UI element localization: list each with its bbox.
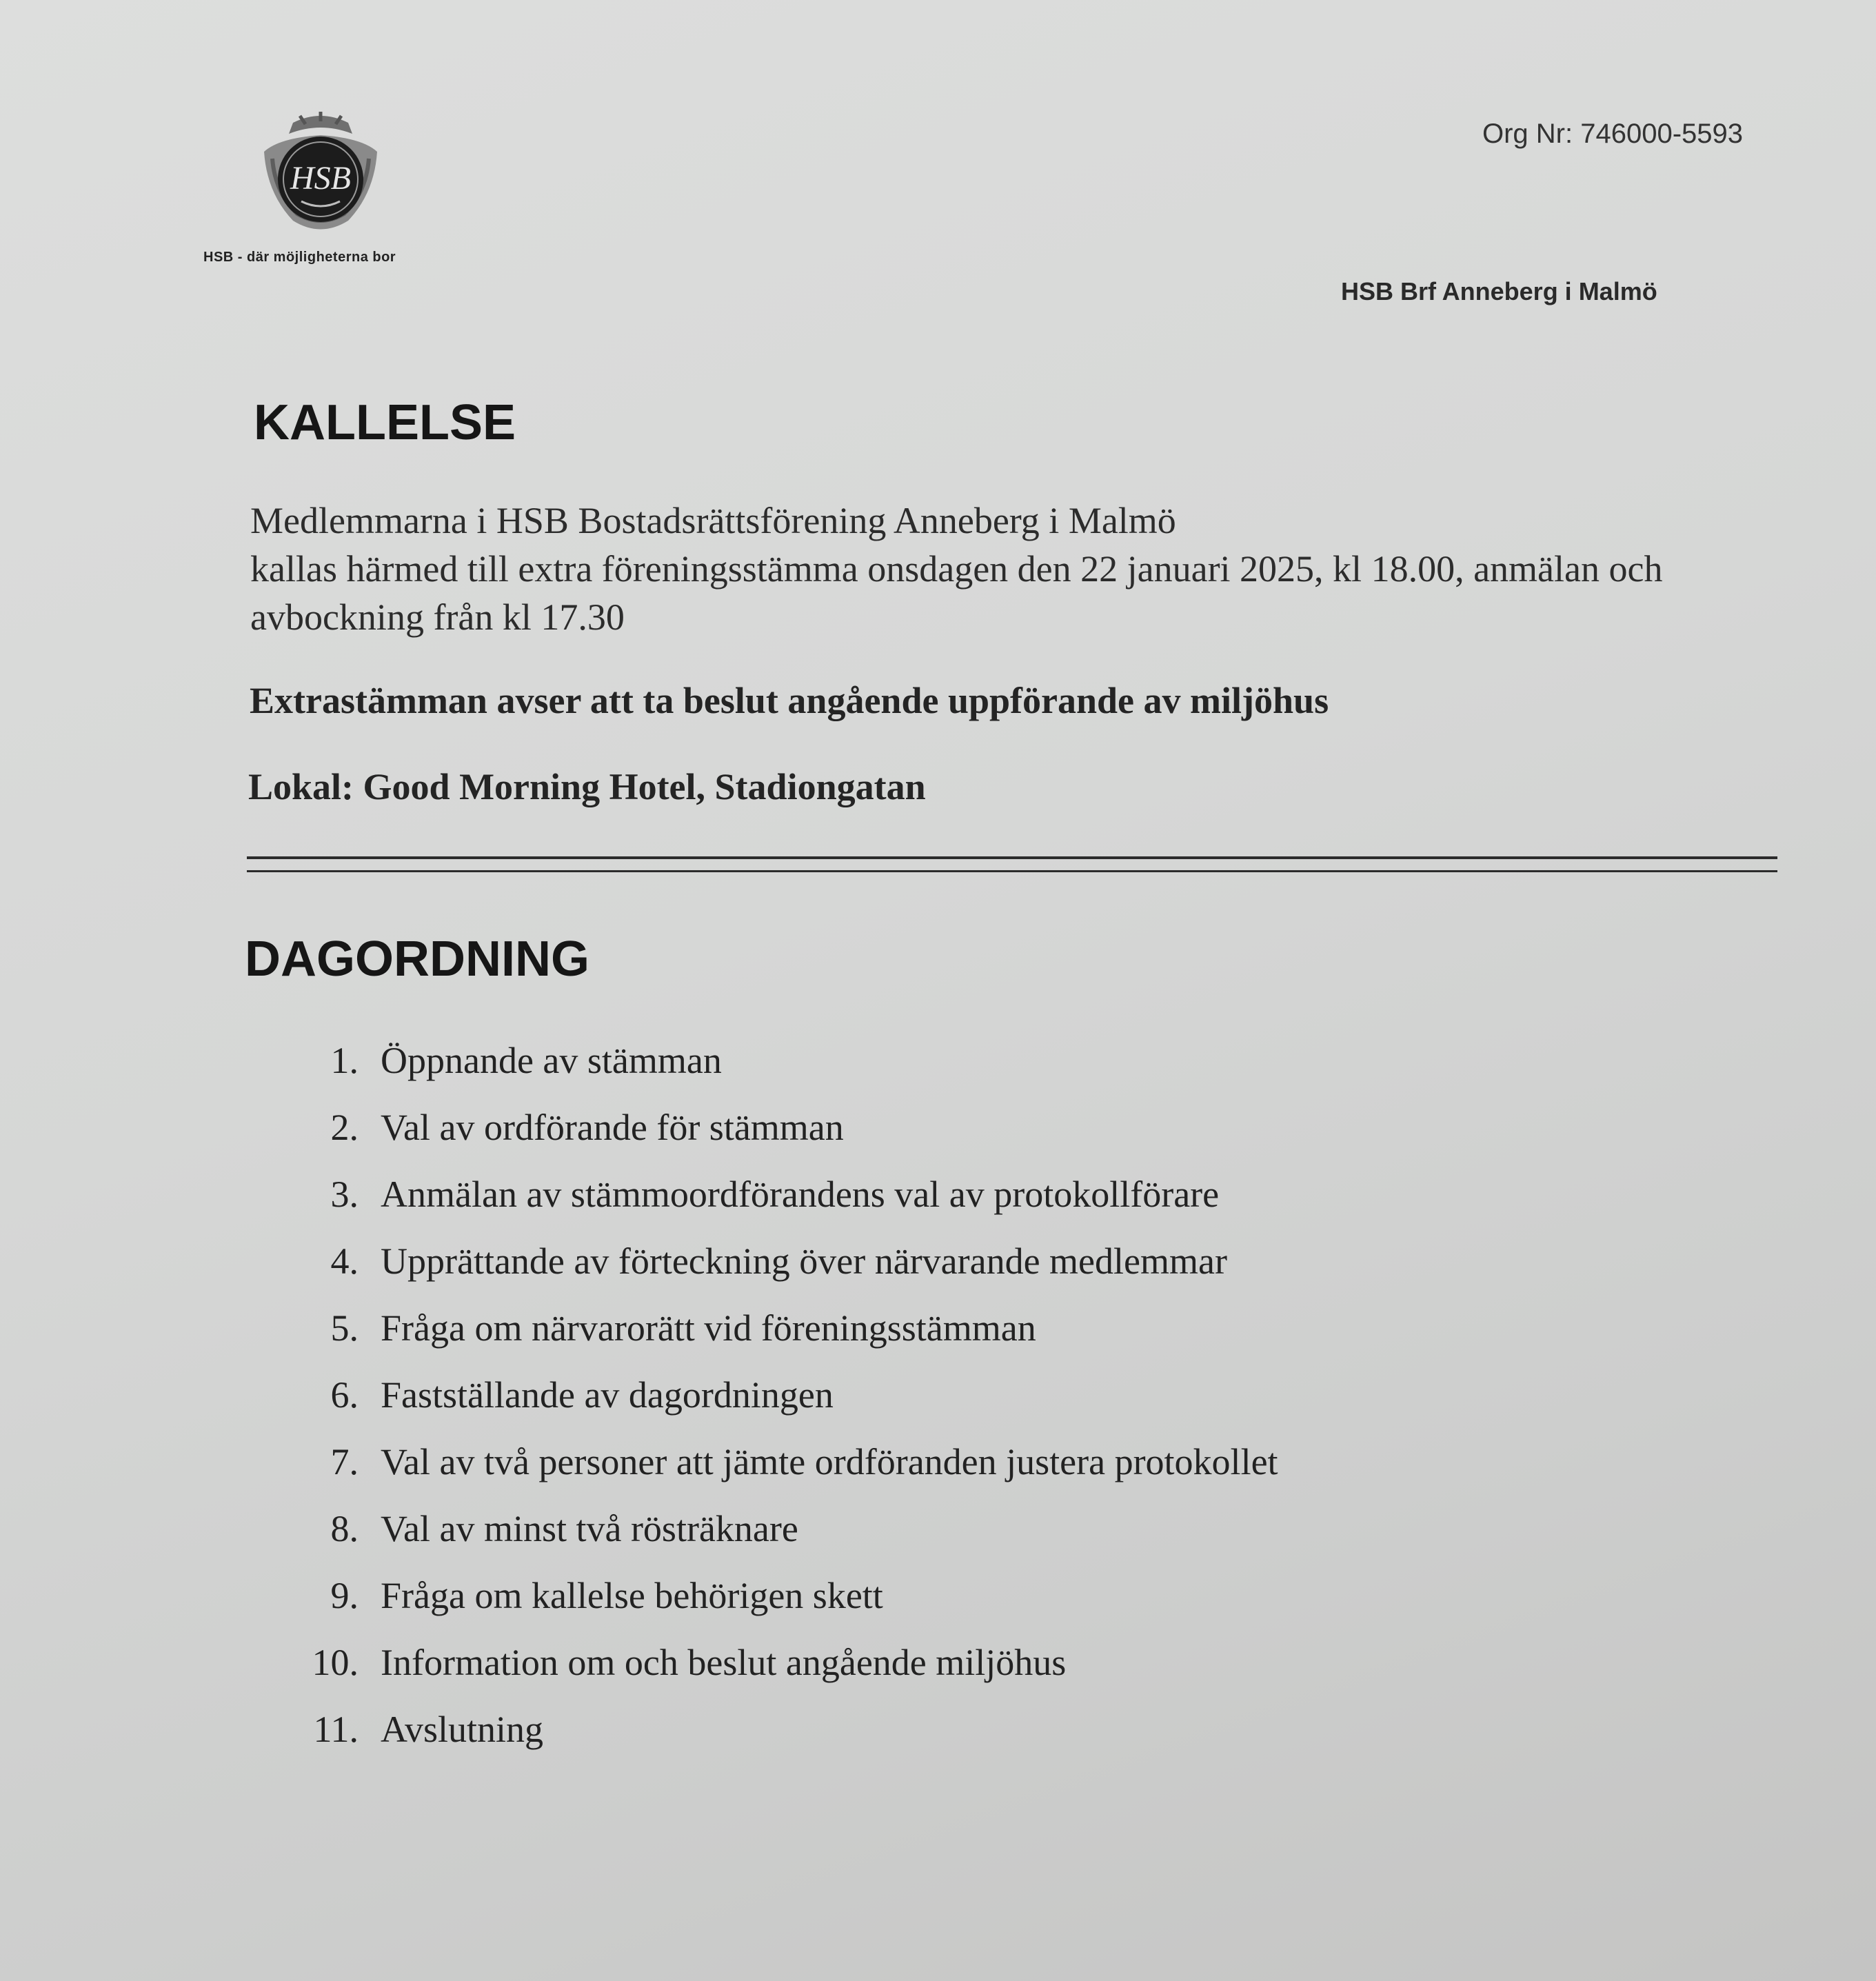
agenda-item-text: Avslutning — [381, 1709, 544, 1750]
hsb-logo-icon — [252, 110, 390, 241]
svg-text:HSB: HSB — [290, 160, 351, 197]
kallelse-title: KALLELSE — [254, 395, 516, 450]
agenda-item-text: Val av minst två rösträknare — [381, 1508, 798, 1549]
meeting-purpose: Extrastämman avser att ta beslut angående uppförande av miljöhus — [250, 680, 1329, 721]
agenda-item-text: Fastställande av dagordningen — [381, 1374, 834, 1416]
agenda-item — [296, 1167, 1278, 1234]
divider-line-top — [247, 856, 1777, 859]
agenda-item — [296, 1568, 1278, 1635]
divider-line-bottom — [247, 870, 1777, 872]
agenda-item-number: 4. — [330, 1240, 359, 1282]
agenda-item-number: 3. — [330, 1174, 359, 1215]
agenda-item — [296, 1234, 1278, 1300]
meeting-venue: Lokal: Good Morning Hotel, Stadiongatan — [248, 766, 926, 807]
association-name: HSB Brf Anneberg i Malmö — [1341, 277, 1657, 305]
agenda-item-number: 8. — [330, 1508, 359, 1549]
intro-line-1: Medlemmarna i HSB Bostadsrättsförening Anneberg i Malmö — [250, 500, 1176, 541]
intro-line-2: kallas härmed till extra föreningsstämma onsdagen den 22 januari 2025, kl 18.00, anmälan och avbockning från kl 17.30 — [250, 548, 1663, 638]
agenda-item-number: 11. — [313, 1709, 359, 1750]
agenda-item — [296, 1635, 1278, 1702]
agenda-item — [296, 1300, 1278, 1367]
tagline: HSB - där möjligheterna bor — [203, 250, 396, 265]
agenda-item-number: 7. — [330, 1441, 359, 1482]
agenda-item-number: 9. — [330, 1575, 359, 1616]
agenda-item — [296, 1702, 1278, 1769]
agenda-item-number: 6. — [330, 1374, 359, 1416]
agenda-item-text: Val av två personer att jämte ordföranden justera protokollet — [381, 1441, 1278, 1482]
agenda-item — [296, 1501, 1278, 1568]
agenda-item — [296, 1100, 1278, 1167]
agenda-item-number: 2. — [330, 1107, 359, 1148]
agenda-item-text: Öppnande av stämman — [381, 1040, 722, 1081]
agenda-item — [296, 1367, 1278, 1434]
intro-paragraph — [250, 496, 1781, 641]
agenda-list — [296, 1033, 1278, 1769]
agenda-item — [296, 1434, 1278, 1501]
agenda-item-text: Val av ordförande för stämman — [381, 1107, 844, 1148]
org-number: Org Nr: 746000-5593 — [1482, 119, 1744, 149]
agenda-item-number: 1. — [330, 1040, 359, 1081]
agenda-item-text: Information om och beslut angående miljöhus — [381, 1642, 1067, 1683]
agenda-item-text: Upprättande av förteckning över närvarande medlemmar — [381, 1240, 1227, 1282]
agenda-item-number: 10. — [312, 1642, 359, 1683]
agenda-item — [296, 1033, 1278, 1100]
agenda-item-text: Anmälan av stämmoordförandens val av protokollförare — [381, 1174, 1220, 1215]
agenda-item-number: 5. — [330, 1307, 359, 1349]
agenda-item-text: Fråga om närvarorätt vid föreningsstämman — [381, 1307, 1036, 1349]
agenda-item-text: Fråga om kallelse behörigen skett — [381, 1575, 883, 1616]
dagordning-title: DAGORDNING — [245, 932, 589, 987]
